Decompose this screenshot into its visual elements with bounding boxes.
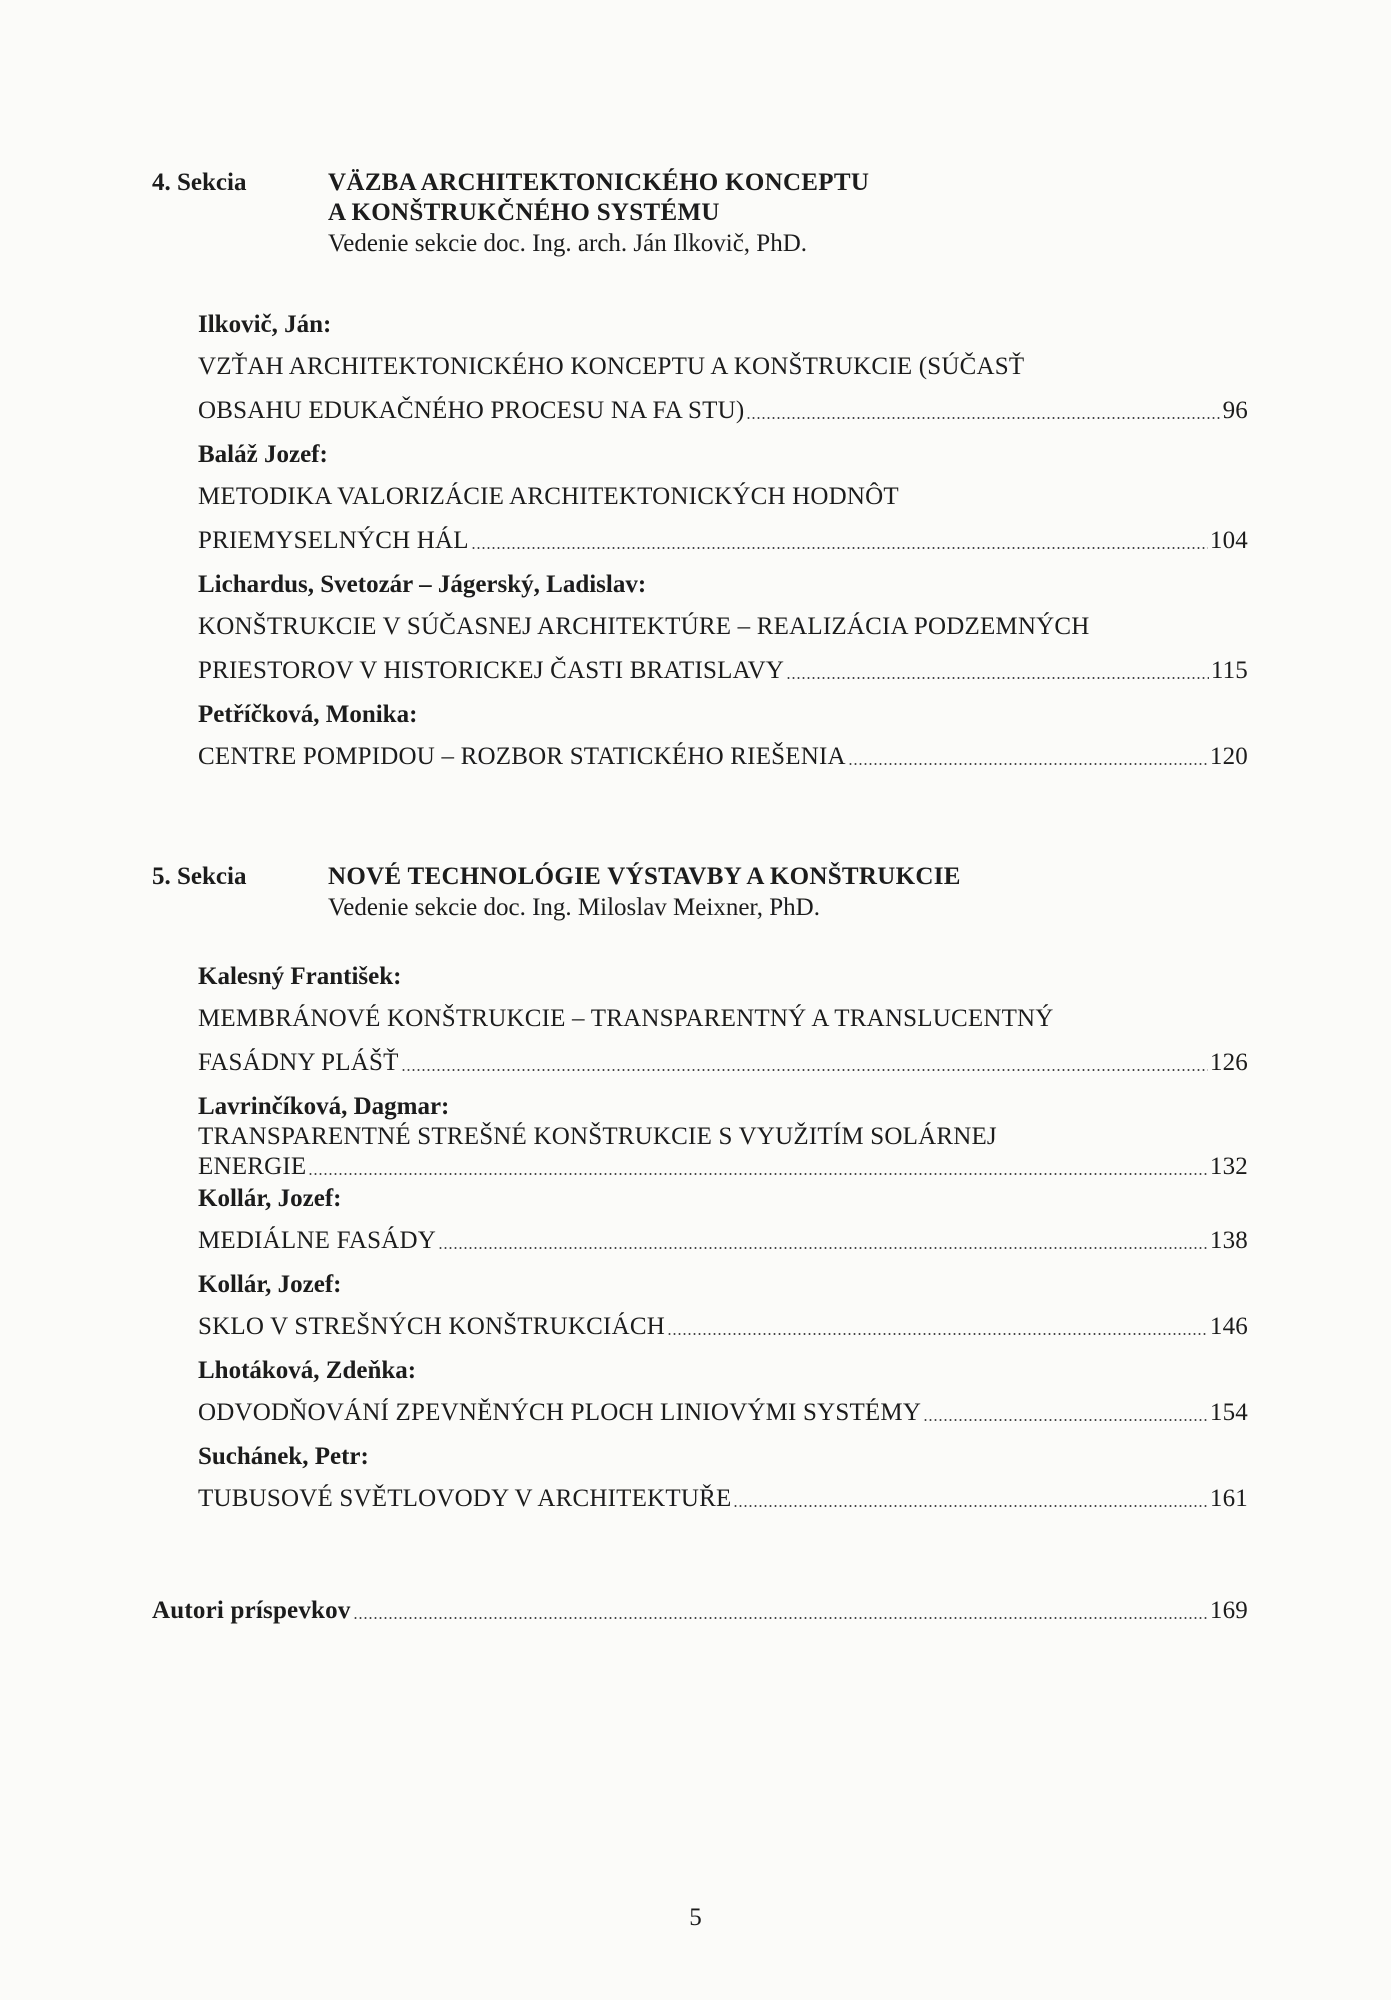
toc-entry[interactable] — [198, 440, 1248, 556]
entry-title-last-line — [198, 1048, 1248, 1078]
dot-leader — [746, 417, 1220, 419]
section-4-entries — [198, 310, 1248, 786]
toc-entry-authors[interactable] — [152, 1596, 1248, 1626]
section-leader: Vedenie sekcie doc. Ing. Miloslav Meixner, PhD. — [328, 894, 820, 921]
section-label: 5. Sekcia — [152, 863, 247, 890]
dot-leader — [438, 1247, 1208, 1249]
entry-title-text: PRIESTOROV V HISTORICKEJ ČASTI BRATISLAVY — [198, 657, 785, 684]
entry-author: Kollár, Jozef: — [198, 1185, 342, 1212]
entry-title-line: MEMBRÁNOVÉ KONŠTRUKCIE – TRANSPARENTNÝ A TRANSLUCENTNÝ — [198, 1005, 1054, 1032]
entry-title-text: OBSAHU EDUKAČNÉHO PROCESU NA FA STU) — [198, 397, 745, 424]
dot-leader — [667, 1333, 1208, 1335]
entry-title-last-line — [198, 1398, 1248, 1428]
dot-leader — [401, 1069, 1208, 1071]
entry-title-last-line — [198, 396, 1248, 426]
section-4-header — [152, 168, 1252, 260]
dot-leader — [786, 677, 1209, 679]
entry-page-number: 96 — [1222, 397, 1248, 424]
entry-page-number: 138 — [1209, 1227, 1248, 1254]
entry-title-line: KONŠTRUKCIE V SÚČASNEJ ARCHITEKTÚRE – REALIZÁCIA PODZEMNÝCH — [198, 613, 1090, 640]
entry-author: Suchánek, Petr: — [198, 1443, 369, 1470]
entry-title-last-line — [198, 656, 1248, 686]
section-5-entries — [198, 962, 1248, 1528]
entry-title-line: VZŤAH ARCHITEKTONICKÉHO KONCEPTU A KONŠTRUKCIE (SÚČASŤ — [198, 353, 1025, 380]
dot-leader — [733, 1505, 1207, 1507]
dot-leader — [923, 1419, 1208, 1421]
dot-leader — [353, 1617, 1208, 1619]
section-title-line: VÄZBA ARCHITEKTONICKÉHO KONCEPTU — [328, 169, 870, 196]
section-leader: Vedenie sekcie doc. Ing. arch. Ján Ilkovič, PhD. — [328, 230, 808, 257]
entry-title-last-line — [198, 1226, 1248, 1256]
toc-entry[interactable] — [198, 1442, 1248, 1514]
entry-title-text: ENERGIE — [198, 1153, 307, 1180]
entry-page-number: 104 — [1209, 527, 1248, 554]
page-number: 5 — [689, 1904, 702, 1931]
dot-leader — [308, 1173, 1208, 1175]
entry-page-number: 120 — [1209, 743, 1248, 770]
entry-page-number: 146 — [1209, 1313, 1248, 1340]
entry-author: Kalesný František: — [198, 963, 402, 990]
section-title-line: A KONŠTRUKČNÉHO SYSTÉMU — [328, 199, 720, 226]
final-entry-page-number: 169 — [1209, 1597, 1248, 1624]
dot-leader — [471, 547, 1208, 549]
toc-entry[interactable] — [198, 570, 1248, 686]
entry-author: Lavrinčíková, Dagmar: — [198, 1093, 450, 1120]
entry-page-number: 132 — [1209, 1153, 1248, 1180]
entry-title-text: TUBUSOVÉ SVĚTLOVODY V ARCHITEKTUŘE — [198, 1485, 732, 1512]
section-label: 4. Sekcia — [152, 169, 247, 196]
entry-title-last-line — [198, 526, 1248, 556]
entry-title-text: CENTRE POMPIDOU – ROZBOR STATICKÉHO RIEŠENIA — [198, 743, 846, 770]
entry-author: Kollár, Jozef: — [198, 1271, 342, 1298]
dot-leader — [848, 763, 1208, 765]
entry-page-number: 154 — [1209, 1399, 1248, 1426]
entry-author: Petříčková, Monika: — [198, 701, 418, 728]
toc-entry[interactable] — [198, 1270, 1248, 1342]
entry-title-text: ODVODŇOVÁNÍ ZPEVNĚNÝCH PLOCH LINIOVÝMI SYSTÉMY — [198, 1399, 922, 1426]
entry-title-text: MEDIÁLNE FASÁDY — [198, 1227, 436, 1254]
entry-page-number: 161 — [1209, 1485, 1248, 1512]
entry-author: Baláž Jozef: — [198, 441, 328, 468]
entry-author: Ilkovič, Ján: — [198, 311, 332, 338]
entry-title-text: SKLO V STREŠNÝCH KONŠTRUKCIÁCH — [198, 1313, 665, 1340]
toc-entry[interactable] — [198, 700, 1248, 772]
entry-author: Lichardus, Svetozár – Jágerský, Ladislav: — [198, 571, 647, 598]
entry-title-last-line — [198, 1152, 1248, 1182]
toc-entry[interactable] — [198, 1092, 1248, 1182]
entry-title-line: METODIKA VALORIZÁCIE ARCHITEKTONICKÝCH HODNÔT — [198, 483, 899, 510]
entry-title-last-line — [198, 1484, 1248, 1514]
toc-entry[interactable] — [198, 310, 1248, 426]
toc-entry[interactable] — [198, 962, 1248, 1078]
entry-page-number: 126 — [1209, 1049, 1248, 1076]
entry-title-last-line — [198, 742, 1248, 772]
entry-title-line: TRANSPARENTNÉ STREŠNÉ KONŠTRUKCIE S VYUŽITÍM SOLÁRNEJ — [198, 1123, 997, 1150]
entry-title-text: FASÁDNY PLÁŠŤ — [198, 1049, 399, 1076]
entry-page-number: 115 — [1210, 657, 1248, 684]
toc-entry[interactable] — [198, 1184, 1248, 1256]
toc-entry[interactable] — [198, 1356, 1248, 1428]
entry-author: Lhotáková, Zdeňka: — [198, 1357, 417, 1384]
section-5-header — [152, 862, 1252, 924]
section-title-line: NOVÉ TECHNOLÓGIE VÝSTAVBY A KONŠTRUKCIE — [328, 863, 961, 890]
entry-title-text: PRIEMYSELNÝCH HÁL — [198, 527, 469, 554]
entry-title-last-line — [198, 1312, 1248, 1342]
final-entry-label: Autori príspevkov — [152, 1597, 351, 1624]
